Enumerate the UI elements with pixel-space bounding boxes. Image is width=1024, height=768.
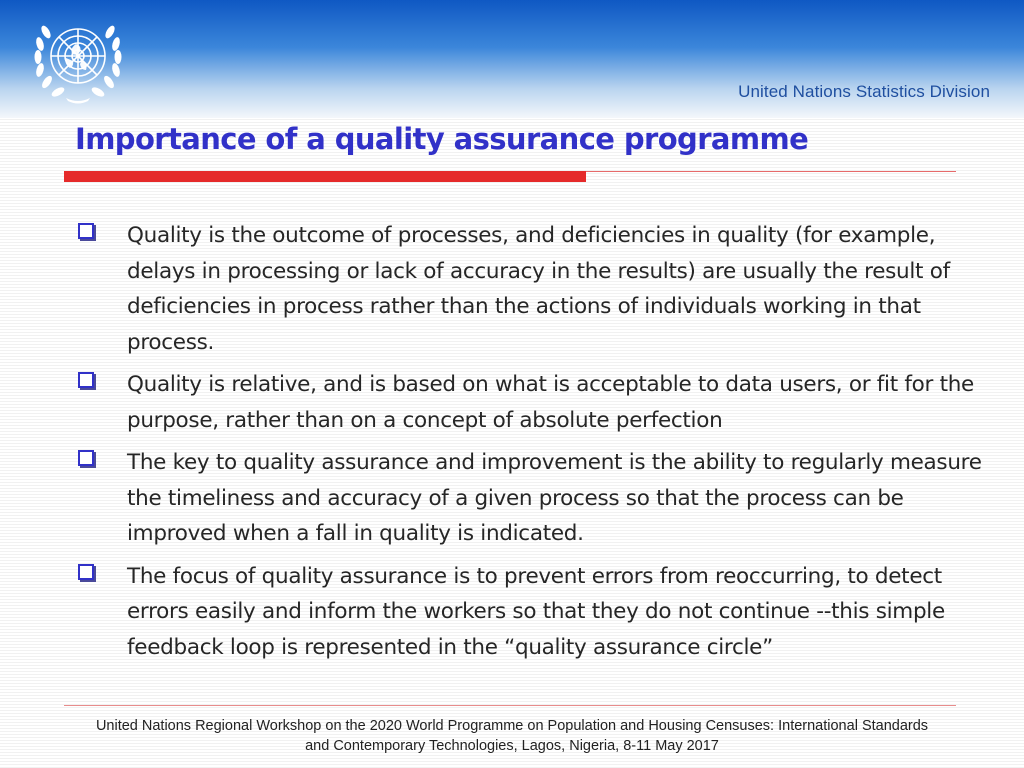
organization-name: United Nations Statistics Division <box>738 82 990 101</box>
footer-divider <box>64 705 956 706</box>
title-accent-bar <box>64 171 586 182</box>
bullet-text: Quality is relative, and is based on what is acceptable to data users, or fit for the purpose, rather than on a concept of absolute perfection <box>127 372 974 433</box>
slide-title: Importance of a quality assurance programme <box>75 122 809 156</box>
bullet-item <box>0 218 1024 360</box>
bullet-text: Quality is the outcome of processes, and deficiencies in quality (for example, delays in processing or lack of accuracy in the results) are usually the result of deficiencies in process rather than the actions of individuals working in that process. <box>127 223 950 355</box>
footer-line-1: United Nations Regional Workshop on the 2020 World Programme on Population and Housing Censuses: International Standards <box>95 718 929 734</box>
footer-line-2: and Contemporary Technologies, Lagos, Nigeria, 8-11 May 2017 <box>305 738 719 754</box>
checkbox-bullet-icon <box>78 223 94 239</box>
checkbox-bullet-icon <box>78 450 94 466</box>
bullet-item <box>0 445 1024 552</box>
footer-text <box>40 716 984 756</box>
bullet-text: The focus of quality assurance is to prevent errors from reoccurring, to detect errors easily and inform the workers so that they do not continue --this simple feedback loop is represented in the “quality assurance circle” <box>127 563 945 660</box>
bullet-text: The key to quality assurance and improvement is the ability to regularly measure the timeliness and accuracy of a given process so that the process can be improved when a fall in quality is indicated. <box>127 450 982 546</box>
bullet-item <box>0 367 1024 438</box>
bullet-list <box>0 218 1024 672</box>
bullet-item <box>0 559 1024 666</box>
checkbox-bullet-icon <box>78 564 94 580</box>
un-emblem-logo <box>18 6 138 110</box>
header-band <box>0 0 1024 118</box>
checkbox-bullet-icon <box>78 372 94 388</box>
